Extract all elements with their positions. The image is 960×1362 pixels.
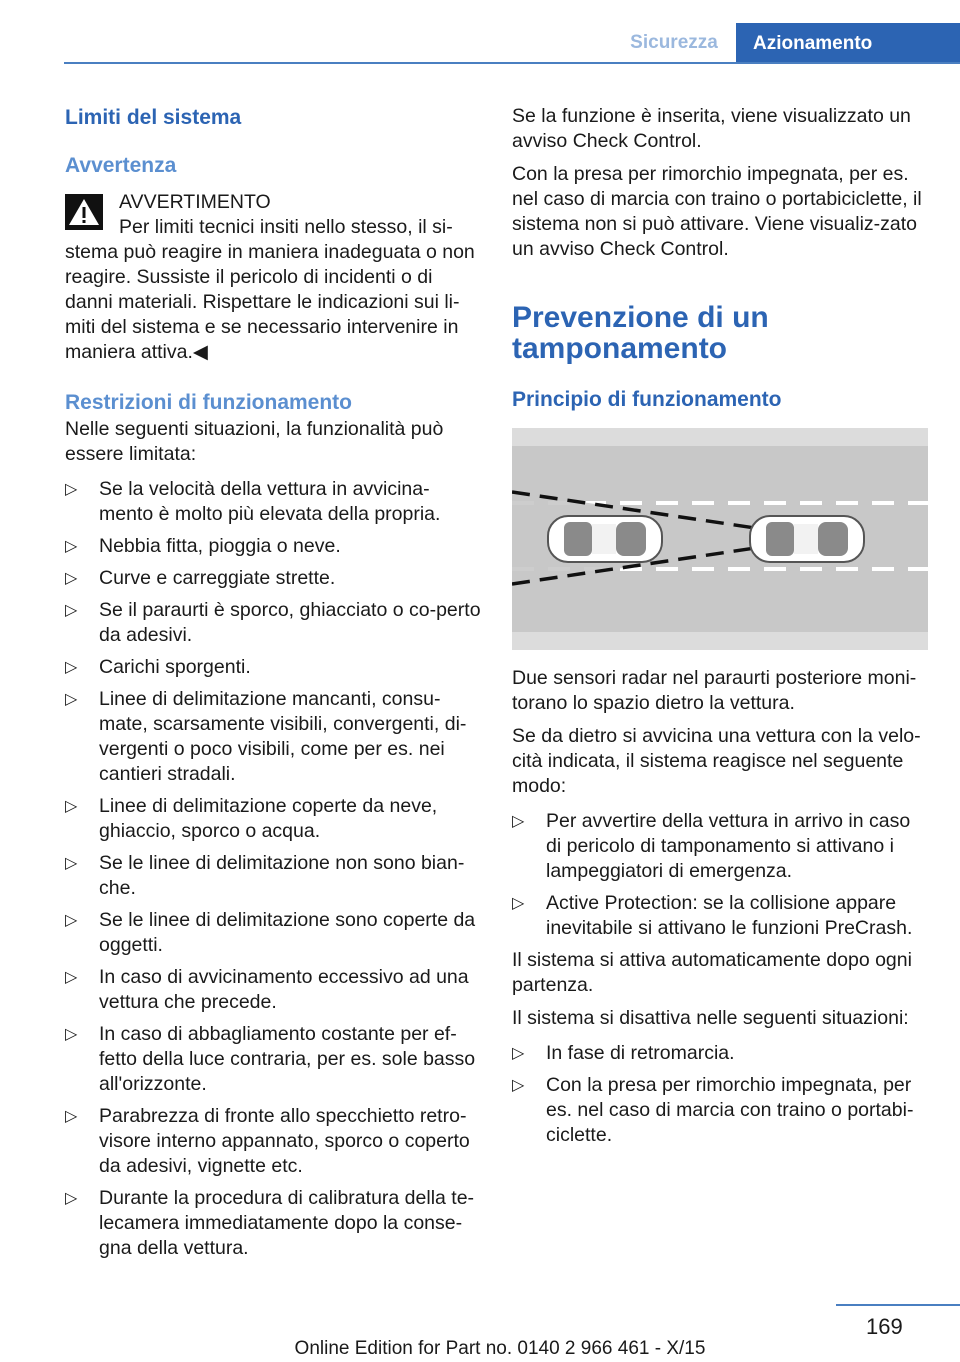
list-item: ▷ In caso di avvicinamento eccessivo ad una vettura che precede. (65, 966, 469, 1013)
bullet-triangle-icon: ▷ (512, 813, 525, 830)
right-column (512, 100, 928, 1155)
rear-radar-illustration (512, 428, 928, 650)
bullet-triangle-icon: ▷ (65, 538, 78, 555)
bullet-triangle-icon: ▷ (512, 1077, 525, 1094)
page-number-rule (836, 1304, 960, 1306)
list-item: ▷ Se le linee di delimitazione non sono bian-che. (65, 852, 465, 899)
footer-edition: Online Edition for Part no. 0140 2 966 461 - X/15 (294, 1338, 706, 1359)
left-column (65, 100, 481, 1268)
list-item: ▷ Active Protection: se la collisione appare inevitabile si attivano le funzioni PreCrash. (512, 892, 913, 939)
list-item: ▷ In caso di abbagliamento costante per ef-fetto della luce contraria, per es. sole basso all'orizzonte. (65, 1023, 476, 1095)
list-item: ▷ Se le linee di delimitazione sono coperte da oggetti. (65, 909, 476, 956)
warning-triangle-icon (65, 194, 103, 230)
bullet-triangle-icon: ▷ (512, 1045, 525, 1062)
warning-block (65, 190, 481, 215)
paragraph: Il sistema si disattiva nelle seguenti situazioni: (512, 1007, 909, 1029)
bullet-triangle-icon: ▷ (65, 691, 78, 708)
list-item: ▷ Curve e carreggiate strette. (65, 567, 336, 589)
bullet-triangle-icon: ▷ (65, 1026, 78, 1043)
subheading-warning: Avvertenza (65, 154, 177, 177)
list-item: ▷ Carichi sporgenti. (65, 656, 251, 678)
list-item: ▷ Se la velocità della vettura in avvicina-mento è molto più elevata della propria. (65, 478, 441, 525)
warning-title: AVVERTIMENTO (119, 191, 271, 213)
paragraph: Il sistema si attiva automaticamente dopo ogni partenza. (512, 949, 912, 996)
subheading-restrictions: Restrizioni di funzionamento (65, 391, 352, 414)
paragraph: Se la funzione è inserita, viene visualizzato un avviso Check Control. (512, 105, 911, 152)
header-rule (64, 62, 960, 64)
list-item: ▷ Nebbia fitta, pioggia o neve. (65, 535, 341, 557)
restrictions-list (65, 477, 481, 1261)
reaction-list (512, 809, 928, 941)
restrictions-intro: Nelle seguenti situazioni, la funzionalità può essere limitata: (65, 418, 444, 465)
list-item: ▷ Linee di delimitazione coperte da neve, ghiaccio, sporco o acqua. (65, 795, 438, 842)
list-item: ▷ Durante la procedura di calibratura della te-lecamera immediatamente dopo la conse-gna della vettura. (65, 1187, 475, 1259)
section-heading-limits: Limiti del sistema (65, 106, 242, 129)
bullet-triangle-icon: ▷ (65, 570, 78, 587)
bullet-triangle-icon: ▷ (65, 912, 78, 929)
paragraph: Se da dietro si avvicina una vettura con la velo-cità indicata, il sistema reagisce nel seguente modo: (512, 725, 921, 797)
bullet-triangle-icon: ▷ (65, 969, 78, 986)
paragraph: Due sensori radar nel paraurti posteriore moni-torano lo spazio dietro la vettura. (512, 667, 917, 714)
list-item: ▷ Linee di delimitazione mancanti, consu-mate, scarsamente visibili, convergenti, di-vergenti o poco visibili, come per es. nei cantieri stradali. (65, 688, 467, 785)
rear-car-icon (548, 516, 662, 562)
bullet-triangle-icon: ▷ (65, 798, 78, 815)
list-item: ▷ Con la presa per rimorchio impegnata, per es. nel caso di marcia con traino o portabi-ciclette. (512, 1074, 914, 1146)
bullet-triangle-icon: ▷ (65, 659, 78, 676)
bullet-triangle-icon: ▷ (65, 602, 78, 619)
list-item: ▷ Per avvertire della vettura in arrivo in caso di pericolo di tamponamento si attivano i lampeggiatori di emergenza. (512, 810, 911, 882)
header-section-tab: Sicurezza (630, 31, 718, 53)
bullet-triangle-icon: ▷ (65, 1190, 78, 1207)
road-diagram-icon (512, 428, 928, 650)
section-title: Prevenzione di un tamponamento (512, 301, 769, 365)
paragraph: Con la presa per rimorchio impegnata, per es. nel caso di marcia con traino o portabiciclette, il sistema non si può attivare. Viene visualiz-zato un avviso Check Control. (512, 163, 922, 260)
subheading-principle: Principio di funzionamento (512, 388, 782, 411)
list-item: ▷ Parabrezza di fronte allo specchietto retro-visore interno appannato, sporco o coperto da adesivi, vignette etc. (65, 1105, 470, 1177)
page-number: 169 (866, 1314, 903, 1339)
list-item: ▷ In fase di retromarcia. (512, 1042, 735, 1064)
list-item: ▷ Se il paraurti è sporco, ghiacciato o co-perto da adesivi. (65, 599, 481, 646)
deactivation-list (512, 1041, 928, 1148)
bullet-triangle-icon: ▷ (65, 1108, 78, 1125)
header-chapter-tab: Azionamento (736, 23, 960, 64)
bullet-triangle-icon: ▷ (512, 895, 525, 912)
bullet-triangle-icon: ▷ (65, 481, 78, 498)
warning-text: Per limiti tecnici insiti nello stesso, il si-stema può reagire in maniera inadeguata o non reagire. Sussiste il pericolo di incidenti o di danni materiali. Rispettare le indicazioni sui li-miti del sistema e se necessario intervenire in maniera attiva.◀ (65, 216, 475, 363)
front-car-icon (750, 516, 864, 562)
bullet-triangle-icon: ▷ (65, 855, 78, 872)
